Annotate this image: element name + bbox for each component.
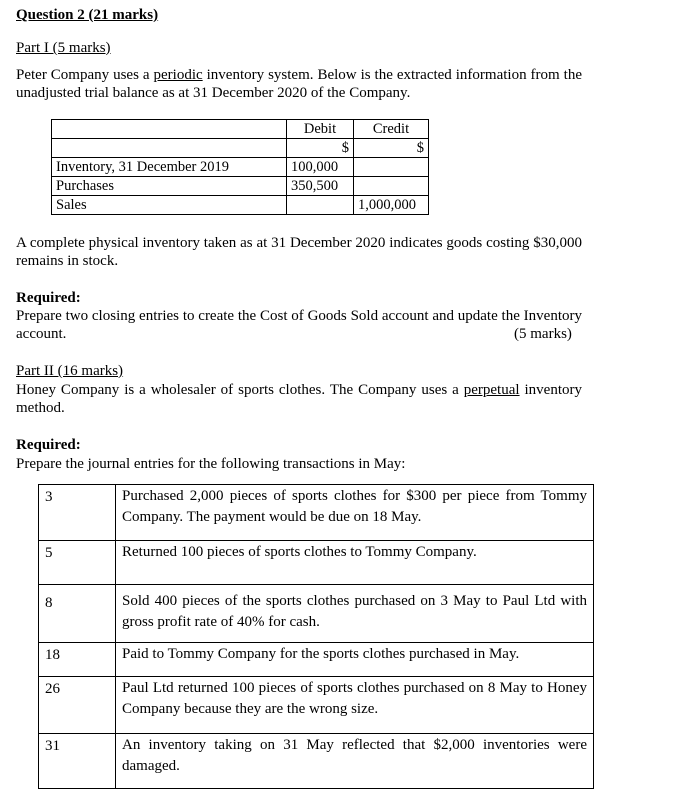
table-row	[52, 158, 429, 177]
row-debit: 350,500	[287, 177, 354, 196]
part1-title: Part I (5 marks)	[16, 40, 111, 56]
transaction-text: Sold 400 pieces of the sports clothes purchased on 3 May to Paul Ltd with gross profit rate of 40% for cash.	[116, 585, 594, 643]
header-credit: Credit	[354, 120, 429, 139]
transaction-text: Paid to Tommy Company for the sports clothes purchased in May.	[116, 643, 594, 677]
transaction-day: 26	[39, 677, 116, 734]
part2-intro	[16, 381, 582, 417]
part2-intro-before: Honey Company is a wholesaler of sports clothes. The Company uses a	[16, 382, 464, 398]
part1-required-marks: (5 marks)	[514, 326, 572, 342]
transaction-text: An inventory taking on 31 May reflected that $2,000 inventories were damaged.	[116, 734, 594, 789]
part1-required-text: Prepare two closing entries to create the Cost of Goods Sold account and update the Inventory account.	[16, 308, 582, 342]
question-title: Question 2 (21 marks)	[16, 7, 159, 23]
row-debit	[287, 196, 354, 215]
part2-required-text: Prepare the journal entries for the following transactions in May:	[16, 456, 406, 472]
table-row	[39, 541, 594, 585]
header-debit: Debit	[287, 120, 354, 139]
trial-balance-header-row	[52, 120, 429, 139]
part1-note: A complete physical inventory taken as at 31 December 2020 indicates goods costing $30,000 remains in stock.	[16, 235, 582, 269]
transaction-text: Paul Ltd returned 100 pieces of sports clothes purchased on 8 May to Honey Company because they are the wrong size.	[116, 677, 594, 734]
transaction-text: Returned 100 pieces of sports clothes to Tommy Company.	[116, 541, 594, 585]
part1-intro	[16, 66, 582, 102]
transactions-table	[38, 484, 594, 789]
part1-required-heading: Required:	[16, 290, 81, 306]
part2-title: Part II (16 marks)	[16, 363, 124, 379]
part1-intro-before: Peter Company uses a	[16, 67, 154, 83]
currency-label-cell	[52, 139, 287, 158]
part1-intro-after: inventory system. Below is the extracted information from the unadjusted trial balance as at 31 December 2020 of the Company.	[16, 67, 582, 101]
currency-debit: $	[287, 139, 354, 158]
row-label: Purchases	[52, 177, 287, 196]
table-row	[39, 677, 594, 734]
row-credit	[354, 158, 429, 177]
part1-intro-underlined: periodic	[153, 67, 203, 83]
table-row	[39, 643, 594, 677]
transaction-day: 31	[39, 734, 116, 789]
transaction-day: 18	[39, 643, 116, 677]
row-credit	[354, 177, 429, 196]
table-row	[52, 177, 429, 196]
row-debit: 100,000	[287, 158, 354, 177]
transaction-day: 3	[39, 485, 116, 541]
transaction-day: 5	[39, 541, 116, 585]
header-label-cell	[52, 120, 287, 139]
table-row	[39, 734, 594, 789]
part2-intro-underlined: perpetual	[463, 382, 520, 398]
transaction-day: 8	[39, 585, 116, 643]
row-credit: 1,000,000	[354, 196, 429, 215]
transaction-text: Purchased 2,000 pieces of sports clothes for $300 per piece from Tommy Company. The payment would be due on 18 May.	[116, 485, 594, 541]
part2-required-heading: Required:	[16, 437, 81, 453]
row-label: Sales	[52, 196, 287, 215]
trial-balance-table	[51, 119, 429, 215]
table-row	[39, 485, 594, 541]
part2-intro-after: inventory method.	[16, 382, 582, 416]
row-label: Inventory, 31 December 2019	[52, 158, 287, 177]
table-row	[52, 196, 429, 215]
trial-balance-currency-row	[52, 139, 429, 158]
table-row	[39, 585, 594, 643]
currency-credit: $	[354, 139, 429, 158]
